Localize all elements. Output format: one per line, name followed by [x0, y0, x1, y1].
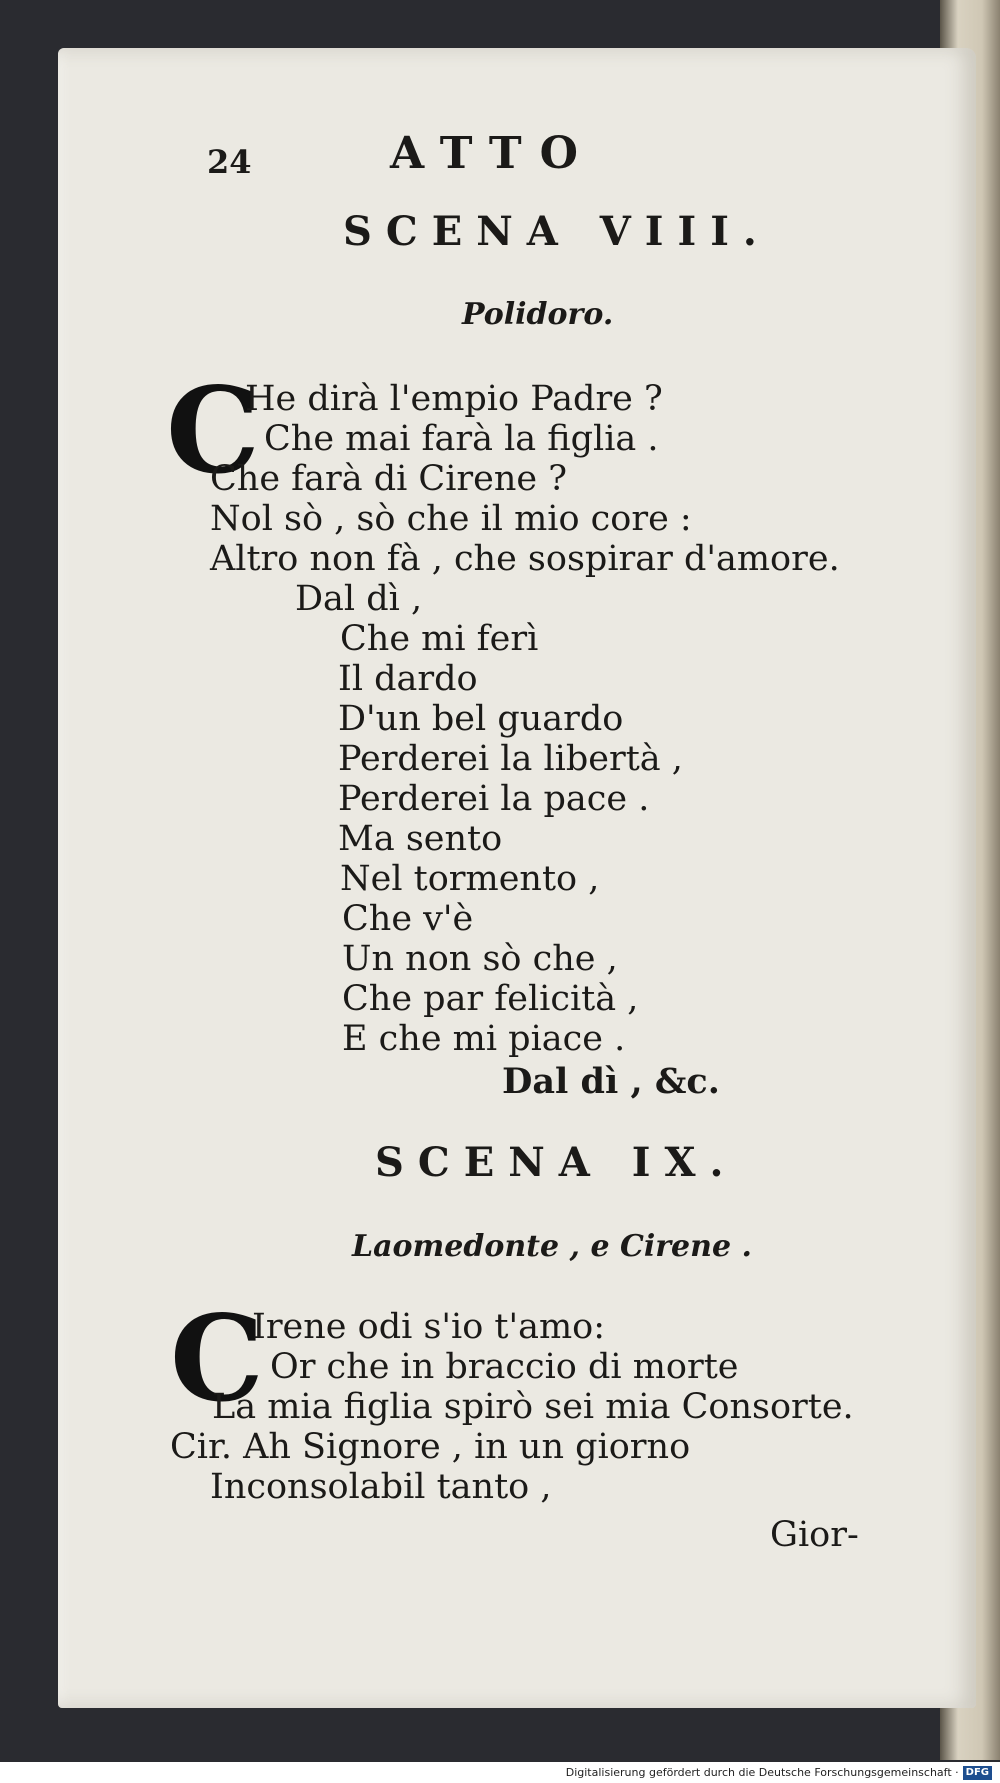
scene-9-drop-cap: C	[170, 1289, 264, 1428]
verse-line: Altro non fà , che sospirar d'amore.	[210, 539, 840, 579]
verse-line: Che mi ferì	[340, 619, 539, 659]
running-head: ATTO	[390, 128, 596, 179]
scene-8-title: SCENA VIII.	[343, 208, 771, 255]
verse-line: Irene odi s'io t'amo:	[252, 1307, 606, 1347]
credit-text: Digitalisierung gefördert durch die Deutsche Forschungsgemeinschaft ·	[565, 1766, 959, 1779]
verse-line: Nel tormento ,	[340, 859, 600, 899]
verse-line: Perderei la pace .	[338, 779, 650, 819]
page-number: 24	[207, 143, 252, 181]
verse-line: Ma sento	[338, 819, 503, 859]
verse-line: Inconsolabil tanto ,	[210, 1467, 552, 1507]
verse-line: Che mai farà la figlia .	[264, 419, 659, 459]
verse-line: Che farà di Cirene ?	[210, 459, 567, 499]
scene-9-title: SCENA IX.	[375, 1139, 738, 1186]
verse-line: Or che in braccio di morte	[270, 1347, 739, 1387]
scene-8-drop-cap: C	[166, 361, 260, 500]
verse-line: E che mi piace .	[342, 1019, 626, 1059]
verse-line: Nol sò , sò che il mio core :	[210, 499, 692, 539]
verse-line: Perderei la libertà ,	[338, 739, 683, 779]
scene-9-speaker: Laomedonte , e Cirene .	[352, 1229, 752, 1264]
scene-8-speaker: Polidoro.	[462, 297, 614, 332]
verse-line: Cir. Ah Signore , in un giorno	[170, 1427, 691, 1467]
verse-line: Che par felicità ,	[342, 979, 639, 1019]
verse-line: Che v'è	[342, 899, 474, 939]
digitization-credit	[0, 1762, 1000, 1783]
verse-line: Il dardo	[338, 659, 478, 699]
verse-line: La mia figlia spirò sei mia Consorte.	[212, 1387, 854, 1427]
verse-line: Dal dì ,	[295, 579, 423, 619]
verse-line: D'un bel guardo	[338, 699, 624, 739]
verse-line: He dirà l'empio Padre ?	[245, 379, 663, 419]
catchword: Gior-	[770, 1515, 859, 1555]
verse-line-refrain: Dal dì , &c.	[502, 1061, 720, 1102]
verse-line: Un non sò che ,	[342, 939, 618, 979]
dfg-logo: DFG	[963, 1766, 992, 1780]
